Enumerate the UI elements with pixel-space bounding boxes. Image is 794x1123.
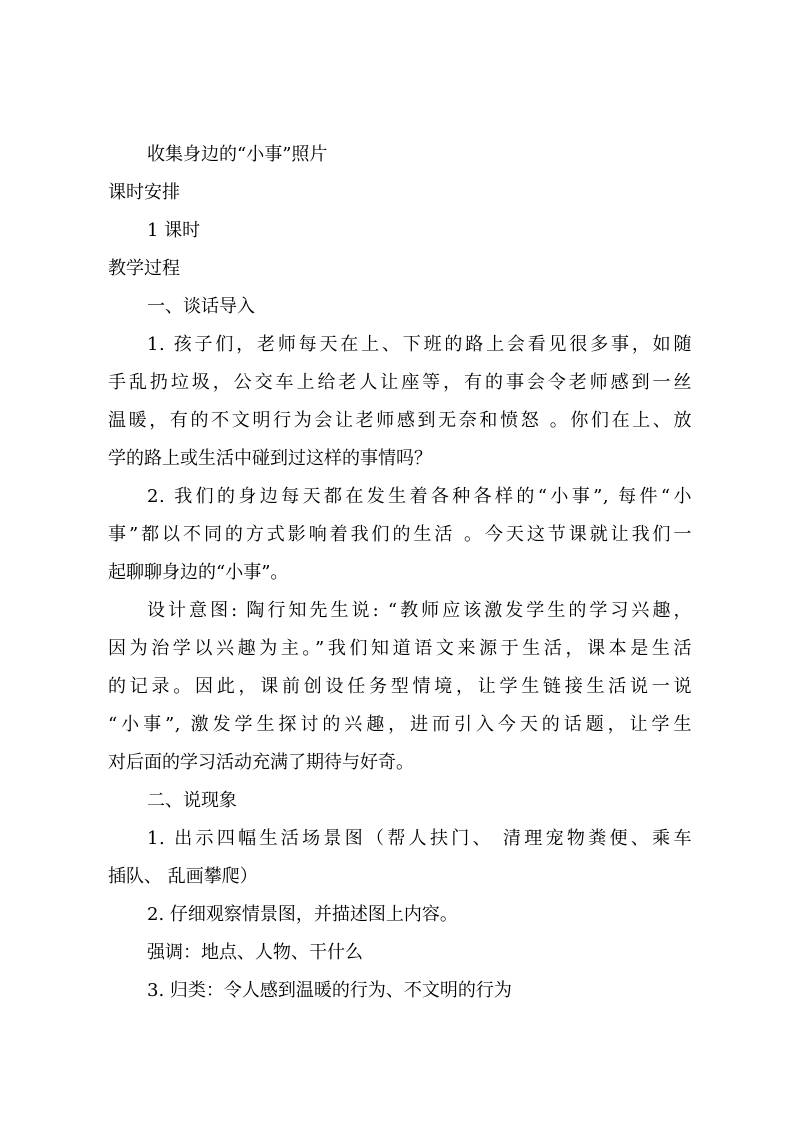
paragraph-line (0, 672, 794, 702)
body-text: 插队、 乱画攀爬） (108, 866, 258, 887)
design-intent-text: “小事”, 激发学生探讨的兴趣，进而引入今天的话题，让学生 (108, 714, 692, 735)
body-text: 3. 归类：令人感到温暖的行为、不文明的行为 (147, 980, 512, 1001)
paragraph-line (0, 862, 794, 892)
paragraph-line (0, 406, 794, 436)
design-intent-text: 因为治学以兴趣为主。”我们知道语文来源于生活，课本是生活 (108, 638, 692, 659)
paragraph-line (0, 482, 794, 512)
section-heading: 教学过程 (108, 258, 180, 279)
subsection-heading: 一、谈话导入 (147, 296, 255, 317)
paragraph-line (0, 748, 794, 778)
body-text: 学的路上或生活中碰到过这样的事情吗？ (108, 448, 432, 469)
paragraph-line (0, 178, 794, 208)
design-intent-text: 设计意图: 陶行知先生说: “教师应该激发学生的学习兴趣， (147, 600, 692, 621)
lesson-duration-text: 1 课时 (147, 220, 201, 241)
paragraph-line (0, 596, 794, 626)
body-text: 1. 孩子们，老师每天在上、下班的路上会看见很多事，如随 (147, 334, 692, 355)
emphasis-text: 强调：地点、人物、干什么 (147, 942, 363, 963)
paragraph-line (0, 216, 794, 246)
paragraph-line (0, 786, 794, 816)
paragraph-line (0, 558, 794, 588)
subsection-heading: 二、说现象 (147, 790, 237, 811)
paragraph-line (0, 140, 794, 170)
body-text: 温暖，有的不文明行为会让老师感到无奈和愤怒 。你们在上、放 (108, 410, 692, 431)
body-text: 手乱扔垃圾，公交车上给老人让座等，有的事会令老师感到一丝 (108, 372, 692, 393)
paragraph-line (0, 254, 794, 284)
paragraph-line (0, 976, 794, 1006)
paragraph-line (0, 292, 794, 322)
paragraph-line (0, 824, 794, 854)
body-text: 1. 出示四幅生活场景图（帮人扶门、 清理宠物粪便、乘车 (147, 828, 692, 849)
paragraph-line (0, 710, 794, 740)
body-text: 2. 我们的身边每天都在发生着各种各样的“小事”, 每件“小 (147, 486, 692, 507)
section-heading: 课时安排 (108, 182, 180, 203)
activity-item-text: 收集身边的“小事”照片 (147, 144, 328, 165)
paragraph-line (0, 444, 794, 474)
body-text: 2. 仔细观察情景图，并描述图上内容。 (147, 904, 458, 925)
design-intent-text: 的记录。因此，课前创设任务型情境，让学生链接生活说一说 (108, 676, 692, 697)
body-text: 起聊聊身边的“小事”。 (108, 562, 289, 583)
paragraph-line (0, 368, 794, 398)
paragraph-line (0, 634, 794, 664)
paragraph-line (0, 520, 794, 550)
paragraph-line (0, 330, 794, 360)
paragraph-line (0, 938, 794, 968)
paragraph-line (0, 900, 794, 930)
design-intent-text: 对后面的学习活动充满了期待与好奇。 (108, 752, 414, 773)
body-text: 事”都以不同的方式影响着我们的生活 。今天这节课就让我们一 (108, 524, 692, 545)
